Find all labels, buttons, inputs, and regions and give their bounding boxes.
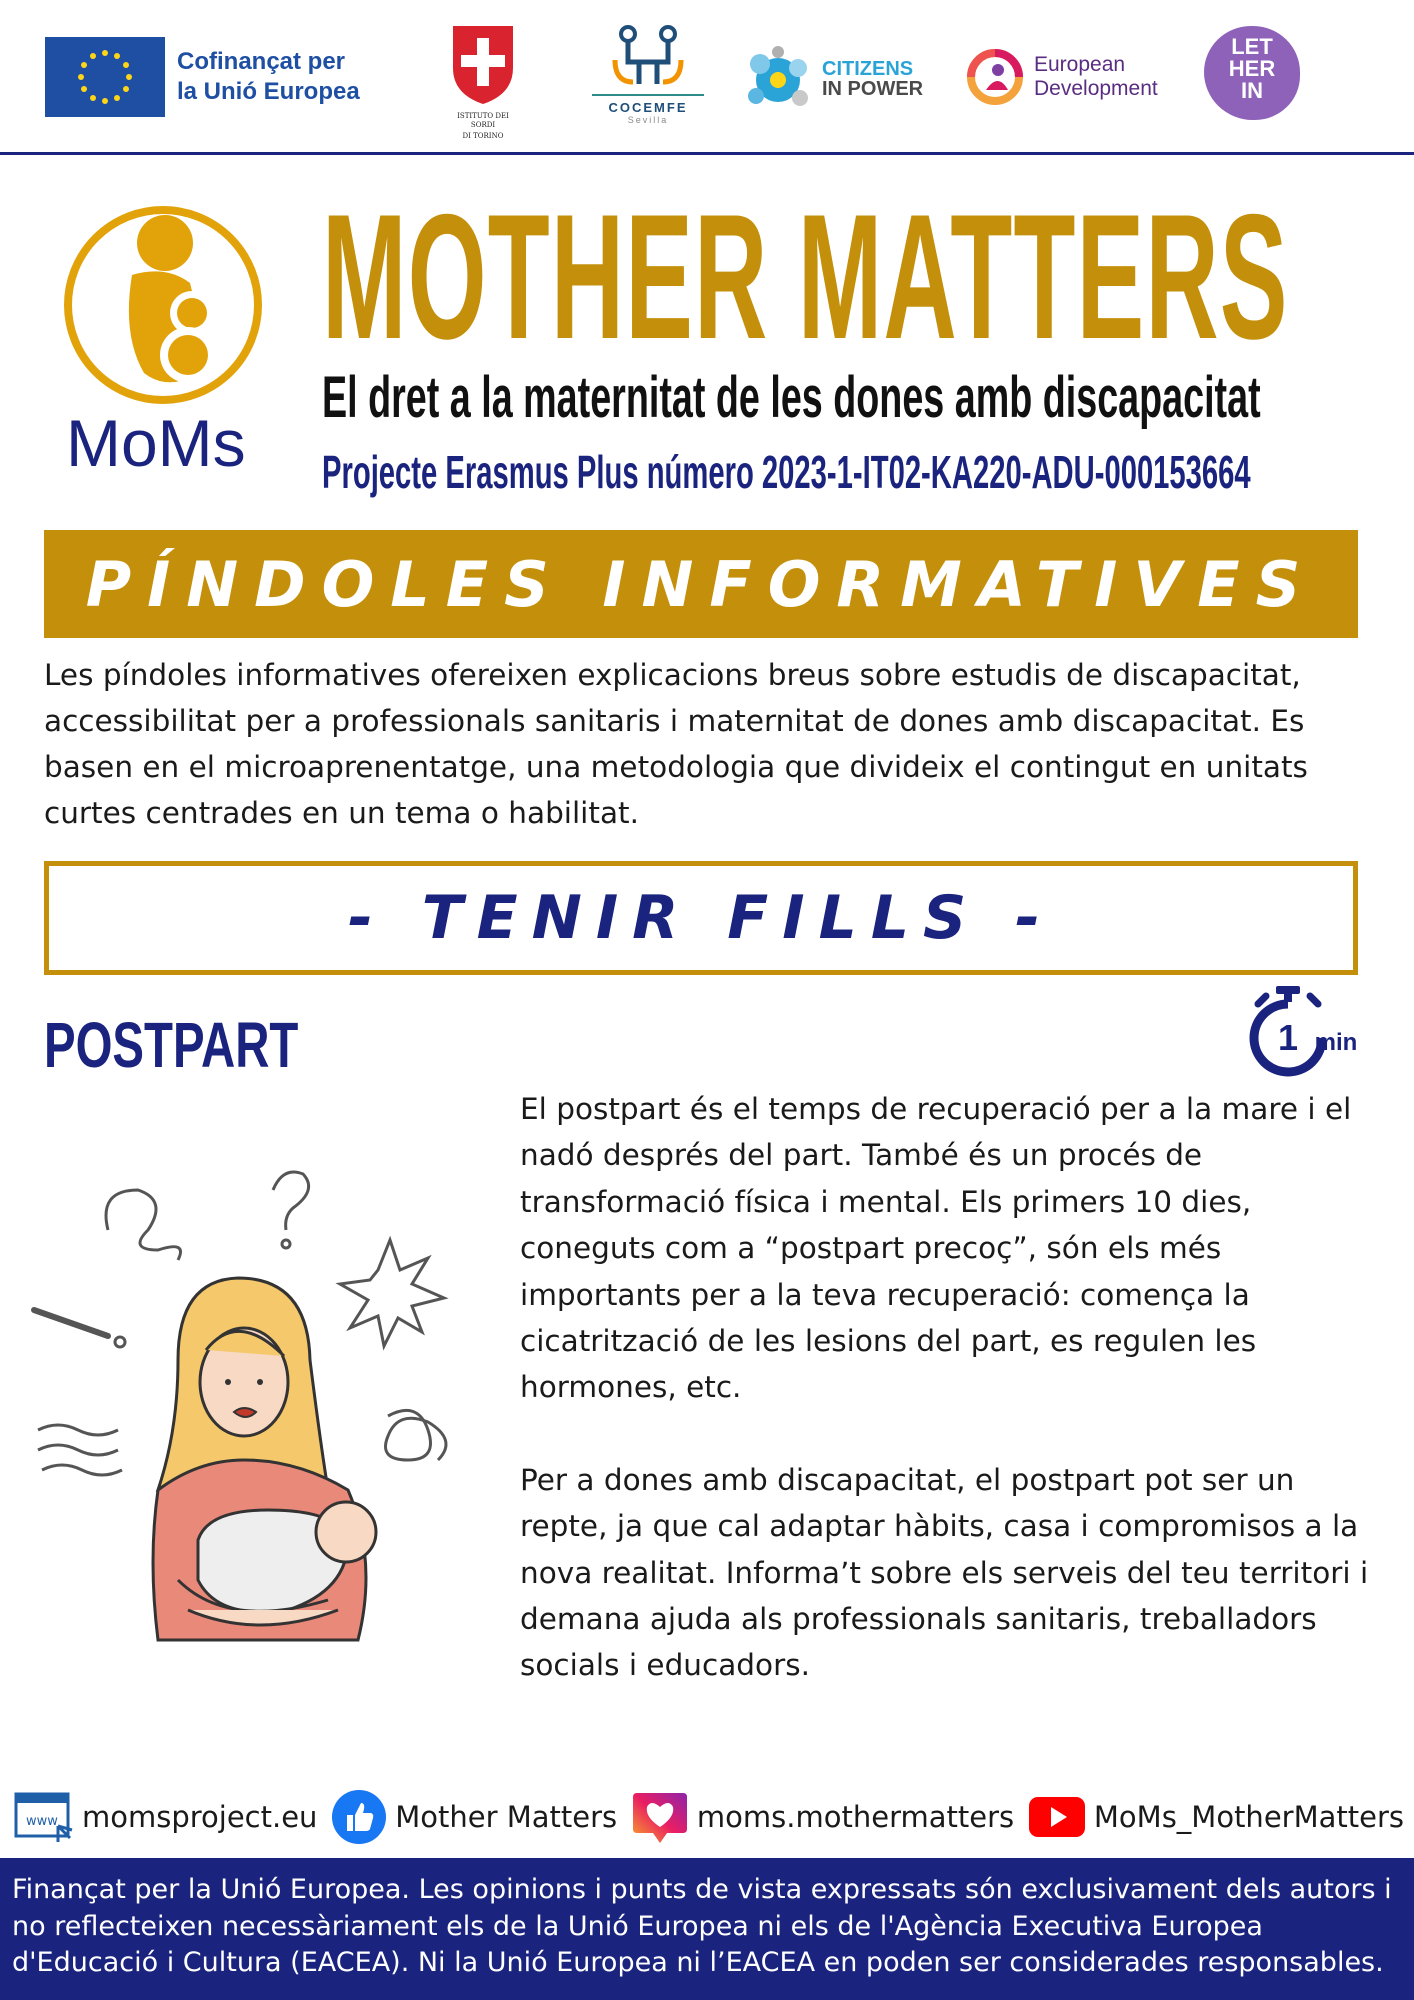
mother-with-baby-icon (28, 1160, 488, 1660)
eu-flag-icon (45, 37, 165, 117)
social-links (14, 1790, 1404, 1844)
topic-banner-text: - TENIR FILLS - (347, 883, 1055, 953)
website-link[interactable] (14, 1790, 317, 1844)
project-number: Projecte Erasmus Plus número 2023-1-IT02-KA220-ADU-000153664 (322, 446, 1251, 498)
moms-logo-word: MoMs (66, 406, 246, 480)
cocemfe-people-icon (603, 24, 693, 88)
instagram-link[interactable] (631, 1789, 1014, 1845)
postpartum-mother-illustration (28, 1160, 488, 1660)
citizens-in-power-logo (742, 46, 923, 112)
eu-cofunding-logo (45, 37, 360, 117)
section-body (520, 1086, 1370, 1689)
web-browser-icon (14, 1790, 74, 1844)
pindoles-banner-text: PÍNDOLES INFORMATIVES (85, 547, 1317, 621)
section-paragraph-1: El postpart és el temps de recuperació per a la mare i el nadó després del part. També és un procés de transformació física i mental. Els primers 10 dies, coneguts com a “postpart precoç”, són els més importants per a la teva recuperació: comença la cicatrització de les lesions del part, es regulen les hormones, etc. (520, 1092, 1352, 1405)
facebook-link[interactable] (331, 1789, 617, 1845)
eu-line-2: la Unió Europea (177, 78, 360, 105)
partner-logo-strip (0, 0, 1414, 152)
moms-logo (62, 205, 266, 409)
instagram-heart-icon (631, 1789, 689, 1845)
citizens-flower-icon (742, 46, 814, 112)
citizens-line-2: IN POWER (822, 78, 924, 100)
section-paragraph-2: Per a dones amb discapacitat, el postpart pot ser un repte, ja que cal adaptar hàbits, casa i compromisos a la nova realitat. Informa’t sobre els serveis del teu territori i demana ajuda als professionals sanitaris, treballadors socials i educadors. (520, 1462, 1369, 1683)
website-text: momsproject.eu (82, 1800, 318, 1834)
pindoles-banner (44, 530, 1358, 638)
let-her-in-logo (1204, 26, 1300, 120)
page-subtitle: El dret a la maternitat de les dones amb discapacitat (322, 365, 1261, 430)
eu-line-1: Cofinançat per (177, 48, 346, 75)
youtube-link[interactable] (1028, 1796, 1404, 1838)
eu-cofunding-text (177, 47, 360, 107)
lether-line-1: LET (1231, 34, 1273, 59)
stopwatch-icon (1246, 982, 1358, 1082)
intro-paragraph: Les píndoles informatives ofereixen explicacions breus sobre estudis de discapacitat, accessibilitat per a professionals sanitaris i maternitat de dones amb discapacitat. Es basen en el microaprenentatge, una metodologia que divideix el contingut en unitats curtes centrades en un tema o habilitat. (44, 658, 1308, 830)
eudev-line-1: European (1034, 53, 1126, 76)
torino-caption-1: ISTITUTO DEI SORDI (457, 112, 509, 129)
instagram-text: moms.mothermatters (696, 1800, 1015, 1834)
cocemfe-name: COCEMFE (592, 94, 704, 115)
youtube-text: MoMs_MotherMatters (1093, 1800, 1404, 1834)
reading-time-badge (1246, 982, 1358, 1082)
funding-disclaimer-text: Finançat per la Unió Europea. Les opinions i punts de vista expressats són exclusivament dels autors i no reflecteixen necessàriament els de la Unió Europea ni els de l'Agència Executiva Europea d'Educació i Cultura (EACEA). Ni la Unió Europea ni l’EACEA en poden ser considerades responsables. (12, 1874, 1392, 1978)
moms-mother-child-icon (62, 205, 266, 405)
lether-line-3: IN (1241, 78, 1263, 103)
eudev-text (1034, 53, 1158, 101)
lether-line-2: HER (1228, 56, 1276, 81)
european-development-icon (964, 46, 1026, 108)
topic-banner (44, 861, 1358, 975)
european-development-logo (964, 46, 1158, 108)
page-title: MOTHER MATTERS (322, 177, 1289, 376)
shield-cross-icon (448, 22, 518, 106)
section-heading: POSTPART (44, 1009, 299, 1081)
torino-caption-2: DI TORINO (462, 132, 504, 140)
eudev-line-2: Development (1034, 77, 1158, 100)
facebook-like-icon (331, 1789, 387, 1845)
youtube-play-icon (1028, 1796, 1086, 1838)
web-icon-label: www (26, 1814, 58, 1829)
citizens-text (822, 59, 923, 99)
header-divider (0, 152, 1414, 155)
facebook-text: Mother Matters (395, 1800, 618, 1834)
citizens-line-1: CITIZENS (822, 58, 914, 80)
cocemfe-logo (592, 24, 704, 125)
funding-disclaimer-footer (0, 1858, 1414, 2000)
istituto-sordi-torino-logo (448, 22, 518, 141)
timer-unit: min (1314, 1029, 1358, 1056)
cocemfe-city: Sevilla (627, 115, 669, 125)
timer-number: 1 (1277, 1017, 1299, 1058)
